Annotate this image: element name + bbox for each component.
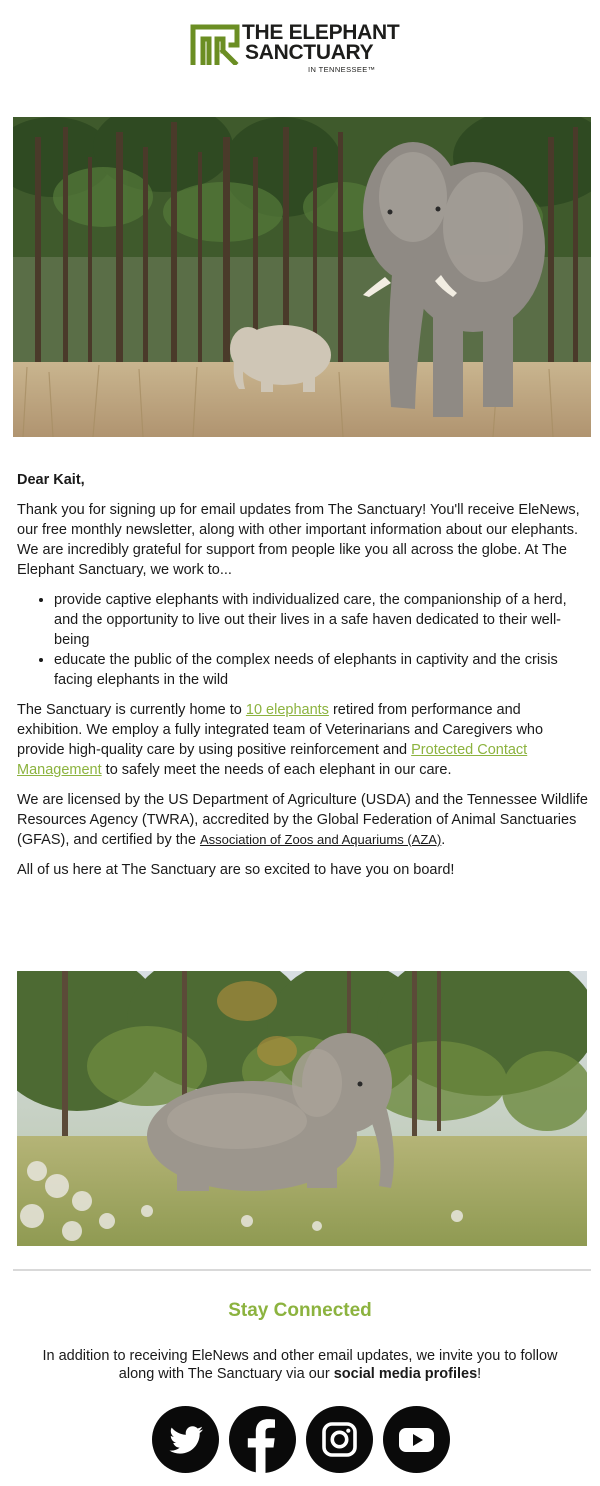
section-divider: [13, 1269, 591, 1271]
care-text-middle: retired from performance and exhibition. We employ a fully integrated team of Veterinarians and Caregivers who provide high-quality care by using positive reinforcement and: [17, 702, 544, 758]
aza-link[interactable]: Association of Zoos and Aquariums (AZA): [199, 832, 442, 847]
protected-contact-link[interactable]: Protected Contact Management: [17, 742, 528, 778]
hero-photo-illustration: [13, 117, 591, 437]
licensing-text-before: We are licensed by the US Department of Agriculture (USDA) and the Tennessee Wildlife Resources Agency (TWRA), accredited by the Global Federation of Animal Sanctuaries (GFAS), and certified by the: [17, 792, 588, 848]
sanctuary-logo-mark-icon: [190, 23, 240, 65]
social-media-profiles-text: social media profiles: [333, 1366, 478, 1382]
greeting: Dear Kait,: [17, 472, 85, 488]
facebook-icon: [229, 1406, 296, 1473]
meadow-photo-illustration: [17, 971, 587, 1246]
stay-text-after: !: [477, 1366, 482, 1382]
sanctuary-logo[interactable]: [190, 22, 420, 82]
mission-item: • provide captive elephants with individualized care, the companionship of a herd, and the opportunity to live out their lives in a safe haven dedicated to their well-being: [54, 590, 590, 650]
licensing-text-after: .: [441, 832, 446, 848]
closing-paragraph: All of us here at The Sanctuary are so excited to have you on board!: [17, 862, 455, 878]
social-links: [152, 1406, 452, 1474]
youtube-icon: [383, 1406, 450, 1473]
logo-text-line3: IN TENNESSEE™: [308, 65, 376, 74]
stay-text-before: In addition to receiving EleNews and other email updates, we invite you to follow along with The Sanctuary via our: [42, 1348, 558, 1382]
care-text-before: The Sanctuary is currently home to: [17, 702, 246, 718]
header: [0, 0, 600, 116]
logo-text-line1: THE ELEPHANT: [242, 21, 400, 44]
facebook-link[interactable]: [229, 1406, 296, 1473]
twitter-link[interactable]: [152, 1406, 219, 1473]
instagram-link[interactable]: [306, 1406, 373, 1473]
mission-item: • educate the public of the complex needs of elephants in captivity and the crisis facing elephants in the wild: [54, 650, 590, 690]
intro-paragraph: Thank you for signing up for email updates from The Sanctuary! You'll receive EleNews, our free monthly newsletter, along with other important information about our elephants. We are incredibly grateful for support from people like you all across the globe. At The Elephant Sanctuary, we work to...: [17, 502, 580, 578]
meadow-elephant-photo: [17, 971, 587, 1246]
youtube-link[interactable]: [383, 1406, 450, 1473]
licensing-paragraph: [17, 790, 590, 850]
logo-text-line2: SANCTUARY: [245, 41, 374, 64]
mission-list: [17, 590, 590, 690]
hero-elephant-photo: [13, 117, 591, 437]
care-paragraph: [17, 700, 590, 780]
care-text-after: to safely meet the needs of each elephant in our care.: [101, 762, 452, 778]
stay-connected-text: [30, 1347, 570, 1383]
email-body: [17, 470, 590, 890]
instagram-icon: [306, 1406, 373, 1473]
twitter-icon: [152, 1406, 219, 1473]
ten-elephants-link[interactable]: 10 elephants: [245, 702, 329, 718]
stay-connected-heading: Stay Connected: [228, 1300, 372, 1321]
